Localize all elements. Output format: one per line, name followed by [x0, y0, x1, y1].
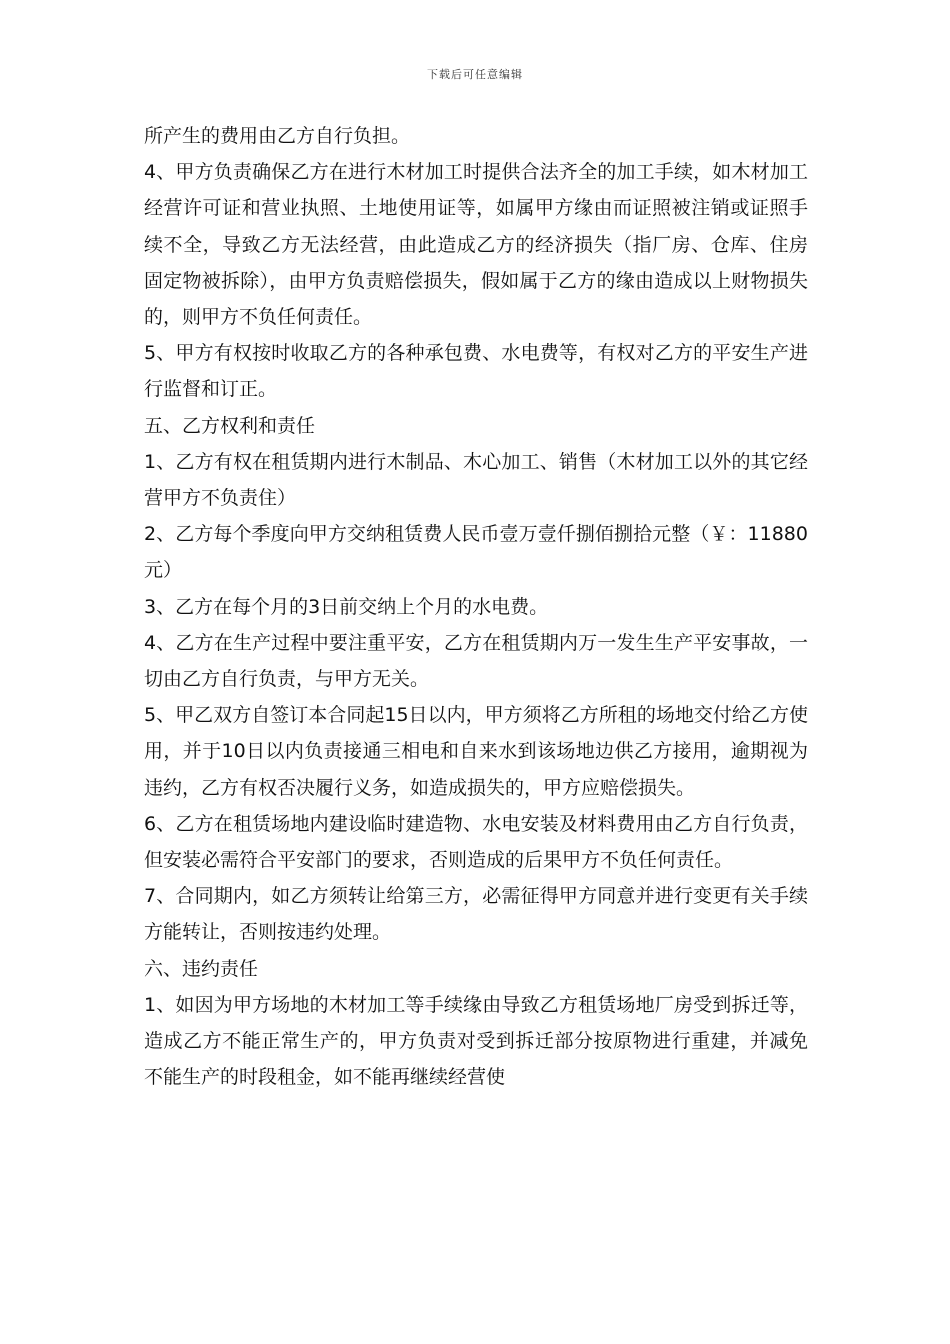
paragraph: 1、乙方有权在租赁期内进行木制品、木心加工、销售（木材加工以外的其它经营甲方不负责住） [144, 450, 808, 510]
document-body [144, 118, 808, 1095]
paragraph: 3、乙方在每个月的3日前交纳上个月的水电费。 [144, 595, 549, 618]
paragraph: 2、乙方每个季度向甲方交纳租赁费人民币壹万壹仟捌佰捌拾元整（￥：11880元） [144, 523, 808, 582]
paragraph: 4、乙方在生产过程中要注重平安，乙方在租赁期内万一发生生产平安事故，一切由乙方自行负责，与甲方无关。 [144, 631, 808, 691]
paragraph: 4、甲方负责确保乙方在进行木材加工时提供合法齐全的加工手续，如木材加工经营许可证和营业执照、土地使用证等，如属甲方缘由而证照被注销或证照手续不全，导致乙方无法经营，由此造成乙方的经济损失（指厂房、仓库、住房固定物被拆除），由甲方负责赔偿损失，假如属于乙方的缘由造成以上财物损失的，则甲方不负任何责任。 [144, 161, 808, 329]
section-heading: 六、违约责任 [144, 957, 259, 980]
page-header: 下载后可任意编辑 [427, 68, 523, 81]
paragraph: 5、甲方有权按时收取乙方的各种承包费、水电费等，有权对乙方的平安生产进行监督和订正。 [144, 342, 808, 401]
paragraph: 7、合同期内，如乙方须转让给第三方，必需征得甲方同意并进行变更有关手续方能转让，否则按违约处理。 [144, 885, 808, 944]
section-heading: 五、乙方权利和责任 [144, 414, 316, 437]
paragraph: 5、甲乙双方自签订本合同起15日以内，甲方须将乙方所租的场地交付给乙方使用，并于10日以内负责接通三相电和自来水到该场地边供乙方接用，逾期视为违约，乙方有权否决履行义务，如造成损失的，甲方应赔偿损失。 [144, 704, 808, 799]
paragraph: 所产生的费用由乙方自行负担。 [144, 125, 411, 147]
paragraph: 6、乙方在租赁场地内建设临时建造物、水电安装及材料费用由乙方自行负责，但安装必需符合平安部门的要求，否则造成的后果甲方不负任何责任。 [144, 812, 808, 872]
paragraph: 1、如因为甲方场地的木材加工等手续缘由导致乙方租赁场地厂房受到拆迁等，造成乙方不能正常生产的，甲方负责对受到拆迁部分按原物进行重建，并减免不能生产的时段租金，如不能再继续经营使 [144, 993, 808, 1089]
